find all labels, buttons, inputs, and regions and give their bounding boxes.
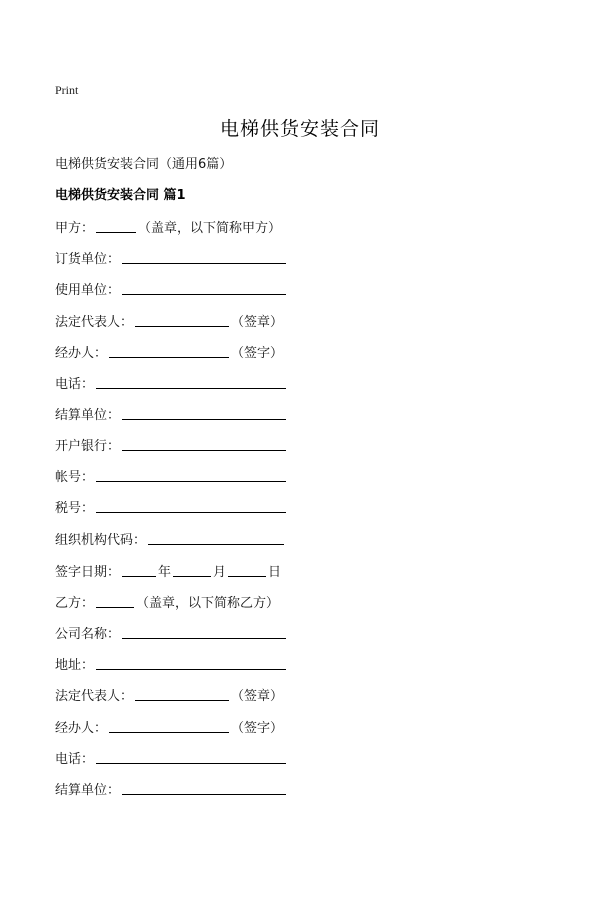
field-label: 使用单位： bbox=[55, 283, 121, 298]
year-unit: 年 bbox=[158, 565, 172, 580]
field-label: 电话： bbox=[55, 377, 95, 392]
bank-field bbox=[55, 434, 288, 454]
agent-a-blank bbox=[109, 356, 229, 358]
legal-rep-b-field bbox=[55, 684, 283, 704]
print-label: Print bbox=[55, 83, 79, 97]
phone-a-field bbox=[55, 372, 288, 392]
field-suffix: （签字） bbox=[231, 346, 284, 361]
phone-a-blank bbox=[96, 387, 286, 389]
company-name-blank bbox=[122, 637, 286, 639]
party-b-blank bbox=[96, 606, 134, 608]
tax-id-field bbox=[55, 496, 288, 516]
legal-rep-a-blank bbox=[135, 325, 229, 327]
month-blank bbox=[173, 575, 211, 577]
field-label: 公司名称： bbox=[55, 627, 121, 642]
document-subtitle: 电梯供货安装合同（通用6篇） bbox=[55, 157, 233, 172]
ordering-unit-blank bbox=[122, 262, 286, 264]
company-name-field bbox=[55, 622, 288, 642]
settlement-unit-b-field bbox=[55, 778, 288, 798]
party-a-blank bbox=[96, 231, 136, 233]
tax-id-blank bbox=[96, 511, 286, 513]
party-b-field bbox=[55, 591, 279, 611]
field-label: 电话： bbox=[55, 752, 95, 767]
field-label: 税号： bbox=[55, 501, 95, 516]
field-label: 经办人： bbox=[55, 346, 108, 361]
field-label: 甲方： bbox=[55, 221, 95, 236]
org-code-blank bbox=[148, 543, 284, 545]
agent-b-field bbox=[55, 716, 283, 736]
field-suffix: （签章） bbox=[231, 689, 284, 704]
agent-b-blank bbox=[109, 731, 229, 733]
field-label: 签字日期： bbox=[55, 565, 121, 580]
field-label: 经办人： bbox=[55, 721, 108, 736]
settlement-unit-a-blank bbox=[122, 418, 286, 420]
field-label: 组织机构代码： bbox=[55, 533, 147, 548]
month-unit: 月 bbox=[213, 565, 227, 580]
settlement-unit-b-blank bbox=[122, 793, 286, 795]
field-label: 乙方： bbox=[55, 596, 95, 611]
field-suffix: （盖章，以下简称乙方） bbox=[136, 596, 280, 611]
field-label: 开户银行： bbox=[55, 439, 121, 454]
legal-rep-a-field bbox=[55, 310, 283, 330]
party-a-field bbox=[55, 216, 281, 236]
field-label: 结算单位： bbox=[55, 408, 121, 423]
field-label: 法定代表人： bbox=[55, 689, 134, 704]
year-blank bbox=[122, 575, 156, 577]
agent-a-field bbox=[55, 341, 283, 361]
day-blank bbox=[228, 575, 266, 577]
field-label: 地址： bbox=[55, 658, 95, 673]
account-blank bbox=[96, 480, 286, 482]
field-label: 订货单位： bbox=[55, 252, 121, 267]
section-heading: 电梯供货安装合同 篇1 bbox=[55, 188, 186, 203]
field-label: 法定代表人： bbox=[55, 315, 134, 330]
field-suffix: （盖章，以下简称甲方） bbox=[138, 221, 282, 236]
phone-b-blank bbox=[96, 762, 286, 764]
sign-date-field bbox=[55, 560, 281, 580]
field-label: 帐号： bbox=[55, 470, 95, 485]
address-field bbox=[55, 653, 288, 673]
legal-rep-b-blank bbox=[135, 699, 229, 701]
field-suffix: （签章） bbox=[231, 315, 284, 330]
phone-b-field bbox=[55, 747, 288, 767]
settlement-unit-a-field bbox=[55, 403, 288, 423]
ordering-unit-field bbox=[55, 247, 288, 267]
field-suffix: （签字） bbox=[231, 721, 284, 736]
using-unit-blank bbox=[122, 293, 286, 295]
address-blank bbox=[96, 668, 286, 670]
day-unit: 日 bbox=[268, 565, 282, 580]
using-unit-field bbox=[55, 278, 288, 298]
field-label: 结算单位： bbox=[55, 783, 121, 798]
org-code-field bbox=[55, 528, 286, 548]
account-field bbox=[55, 465, 288, 485]
bank-blank bbox=[122, 449, 286, 451]
document-title: 电梯供货安装合同 bbox=[219, 118, 380, 140]
